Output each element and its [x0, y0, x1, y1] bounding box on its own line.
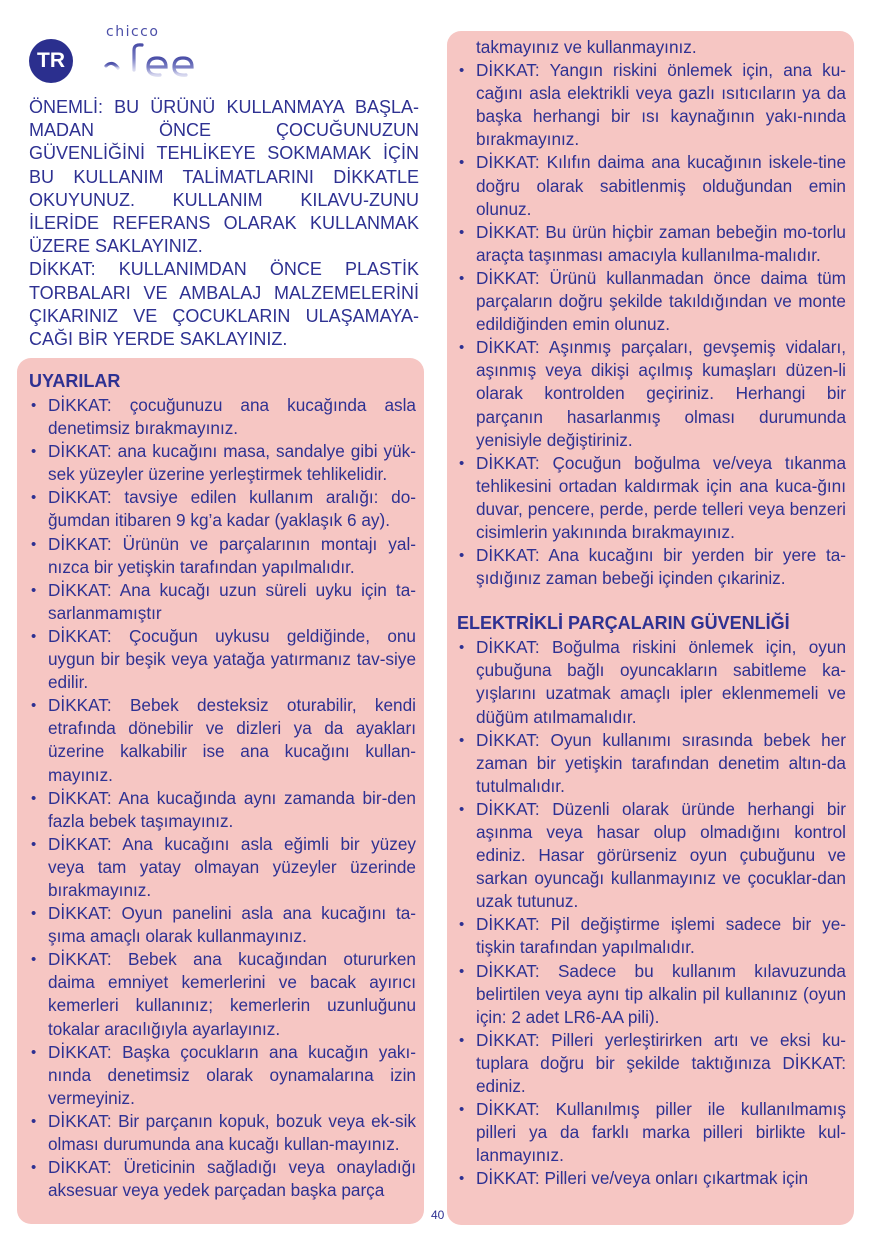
- list-item: • DİKKAT: Başka çocukların ana kucağın yakı-nında denetimsiz olarak oynamalarına izin vermeyiniz.: [29, 1041, 416, 1110]
- intro-important-paragraph: ÖNEMLİ: BU ÜRÜNÜ KULLANMAYA BAŞLA-MADAN ÖNCE ÇOCUĞUNUZUN GÜVENLİĞİNİ TEHLİKEYE SOKMAMAK İÇİN BU KULLANIM TALİMATLARINI DİKKATLE OKUYUNUZ. KULLANIM KILAVU-ZUNU İLERİDE REFERANS OLARAK KULLANMAK ÜZERE SAKLAYINIZ.: [29, 97, 419, 257]
- list-item: • DİKKAT: Bebek ana kucağından otururken daima emniyet kemerlerini ve bacak ayırıcı kemerleri kullanınız; kemerlerin uzunluğunu tokalar aracılığıyla ayarlayınız.: [29, 948, 416, 1040]
- page-number: 40: [431, 1208, 445, 1222]
- list-item: • DİKKAT: ana kucağını masa, sandalye gibi yük-sek yüzeyler üzerine yerleştirmek tehlikelidir.: [29, 440, 416, 486]
- list-item: • DİKKAT: Bebek desteksiz oturabilir, kendi etrafında dönebilir ve dizleri ya da ayakları üzerine kalkabilir ise ana kucağını kullan-mayınız.: [29, 694, 416, 786]
- list-item: • DİKKAT: Bu ürün hiçbir zaman bebeğin mo-torlu araçta taşınması amacıyla kullanılma-malıdır.: [457, 221, 846, 267]
- warnings-box-left: [17, 358, 424, 1224]
- language-badge: TR: [29, 39, 73, 83]
- brand-name: chicco: [106, 24, 160, 40]
- warning-continuation: takmayınız ve kullanmayınız.: [476, 37, 697, 57]
- list-item: • DİKKAT: Aşınmış parçaları, gevşemiş vidaları, aşınmış veya dikişi açılmış kumaşları düzen-li olarak kontrolden geçiriniz. Herhangi bir parçanın hasarlanmış olması durumunda yenisiyle değiştiriniz.: [457, 336, 846, 451]
- electrical-safety-list: [457, 636, 846, 1190]
- list-item: • DİKKAT: Sadece bu kullanım kılavuzunda belirtilen veya aynı tip alkalin pil kullanınız (oyun için: 2 adet LR6-AA pili).: [457, 960, 846, 1029]
- list-item: • DİKKAT: tavsiye edilen kullanım aralığı: do-ğumdan itibaren 9 kg’a kadar (yaklaşık 6 ay).: [29, 486, 416, 532]
- list-item: • DİKKAT: Kılıfın daima ana kucağının iskele-tine doğru olarak sabitlenmiş olduğundan emin olunuz.: [457, 151, 846, 220]
- list-item: • DİKKAT: Kullanılmış piller ile kullanılmamış pilleri ya da farklı marka pilleri birlikte kul-lanmayınız.: [457, 1098, 846, 1167]
- ifeel-logo-graphic: [98, 40, 228, 96]
- warnings-title: UYARILAR: [29, 371, 121, 391]
- list-item: • DİKKAT: çocuğunuzu ana kucağında asla denetimsiz bırakmayınız.: [29, 394, 416, 440]
- list-item: • DİKKAT: Pil değiştirme işlemi sadece bir ye-tişkin tarafından yapılmalıdır.: [457, 913, 846, 959]
- chicco-ifeel-logo: [98, 24, 228, 94]
- warnings-box-right: [447, 31, 854, 1225]
- list-item: • DİKKAT: Ana kucağı uzun süreli uyku için ta-sarlanmamıştır: [29, 579, 416, 625]
- intro-caution-paragraph: DİKKAT: KULLANIMDAN ÖNCE PLASTİK TORBALARI VE AMBALAJ MALZEMELERİNİ ÇIKARINIZ VE ÇOCUKLARIN ULAŞAMAYA-CAĞI BİR YERDE SAKLAYINIZ.: [29, 259, 419, 350]
- list-item: • DİKKAT: Bir parçanın kopuk, bozuk veya ek-sik olması durumunda ana kucağı kullan-mayınız.: [29, 1110, 416, 1156]
- list-item: • DİKKAT: Oyun kullanımı sırasında bebek her zaman bir yetişkin tarafından denetim altın-da tutulmalıdır.: [457, 729, 846, 798]
- list-item: • DİKKAT: Boğulma riskini önlemek için, oyun çubuğuna bağlı oyuncakların sabitleme ka-yışlarını uzatmak amaçlı ipler eklenmemeli ve düğüm atılmamalıdır.: [457, 636, 846, 728]
- list-item: • DİKKAT: Düzenli olarak üründe herhangi bir aşınma veya hasar olup olmadığını kontrol ediniz. Hasar görürseniz oyun çubuğunu ve sarkan oyuncağı kullanmayınız ve çocuklar-dan uzak tutunuz.: [457, 798, 846, 913]
- intro-warning: [29, 96, 419, 351]
- list-item: • DİKKAT: Pilleri yerleştirirken artı ve eksi ku-tuplara doğru bir şekilde taktığınıza DİKKAT: ediniz.: [457, 1029, 846, 1098]
- list-item: • DİKKAT: Ürünün ve parçalarının montajı yal-nızca bir yetişkin tarafından yapılmalıdır.: [29, 533, 416, 579]
- list-item: • DİKKAT: Ana kucağını bir yerden bir yere ta-şıdığınız zaman bebeği içinden çıkariniz.: [457, 544, 846, 590]
- list-item: • DİKKAT: Çocuğun uykusu geldiğinde, onu uygun bir beşik veya yatağa yatırmanız tav-siye edilir.: [29, 625, 416, 694]
- list-item: • DİKKAT: Oyun panelini asla ana kucağını ta-şıma amaçlı olarak kullanmayınız.: [29, 902, 416, 948]
- warnings-list-continued: [457, 59, 846, 590]
- list-item: • DİKKAT: Çocuğun boğulma ve/veya tıkanma tehlikesini ortadan kaldırmak için ana kuca-ğını duvar, pencere, perde, perde telleri veya benzeri cisimlerin yakınında bırakmayınız.: [457, 452, 846, 544]
- list-item: • DİKKAT: Pilleri ve/veya onları çıkartmak için: [457, 1167, 846, 1190]
- list-item: • DİKKAT: Üreticinin sağladığı veya onayladığı aksesuar veya yedek parçadan başka parça: [29, 1156, 416, 1202]
- warnings-list: [29, 394, 416, 1202]
- list-item: • DİKKAT: Yangın riskini önlemek için, ana ku-cağını asla elektrikli veya gazlı ısıtıcıların ya da başka herhangi bir ısı kaynağının yakı-nında bırakmayınız.: [457, 59, 846, 151]
- list-item: • DİKKAT: Ürünü kullanmadan önce daima tüm parçaların doğru şekilde takıldığından ve monte edildiğinden emin olunuz.: [457, 267, 846, 336]
- list-item: • DİKKAT: Ana kucağını asla eğimli bir yüzey veya tam yatay olmayan yüzeyler üzerinde bırakmayınız.: [29, 833, 416, 902]
- list-item: • DİKKAT: Ana kucağında aynı zamanda bir-den fazla bebek taşımayınız.: [29, 787, 416, 833]
- electrical-safety-title: ELEKTRİKLİ PARÇALARIN GÜVENLİĞİ: [457, 613, 790, 634]
